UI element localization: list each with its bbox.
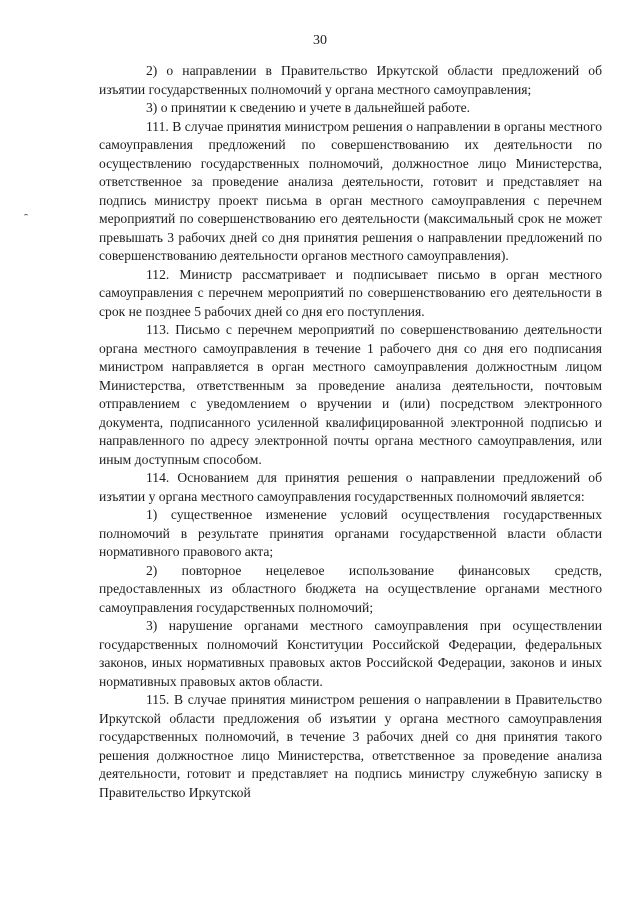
paragraph-114-item-3: 3) нарушение органами местного самоуправления при осуществлении государственных полномочий Конституции Российской Федерации, федеральных законов, иных нормативных правовых актов Российской Федерации, законов и иных нормативных правовых актов области.	[99, 618, 602, 689]
paragraph-115: 115. В случае принятия министром решения о направлении в Правительство Иркутской области предложения об изъятии у органа местного самоуправления государственных полномочий, в течение 3 рабочих дней со дня принятия такого решения должностное лицо Министерства, ответственное за проведение анализа деятельности, готовит и представляет на подпись министру служебную записку в Правительство Иркутской	[99, 692, 602, 800]
page-number: 30	[313, 33, 327, 48]
paragraph-114-item-2: 2) повторное нецелевое использование финансовых средств, предоставленных из областного бюджета на осуществление органами местного самоуправления государственных полномочий;	[99, 562, 602, 615]
paragraph-item-3-decision: 3) о принятии к сведению и учете в дальнейшей работе.	[146, 100, 471, 115]
paragraph-113: 113. Письмо с перечнем мероприятий по совершенствованию деятельности органа местного самоуправления в течение 1 рабочего дня со дня его подписания министром направляется в орган местного самоуправления должностным лицом Министерства, ответственным за проведение анализа деятельности, почтовым отправлением с уведомлением о вручении и (или) посредством электронного документа, подписанного усиленной квалифицированной электронной подписью и направленного по адресу электронной почты органа местного самоуправления, или иным доступным способом.	[99, 322, 602, 467]
paragraph-111: 111. В случае принятия министром решения о направлении в органы местного самоуправления предложений по совершенствованию их деятельности по осуществлению государственных полномочий, должностное лицо Министерства, ответственное за проведение анализа деятельности, готовит и представляет на подпись министру проект письма в орган местного самоуправления с перечнем мероприятий по совершенствованию его деятельности (максимальный срок не может превышать 3 рабочих дней со дня принятия решения о направлении предложений по совершенствованию деятельности органов местного самоуправления).	[99, 118, 602, 263]
paragraph-item-2-decision: 2) о направлении в Правительство Иркутской области предложений об изъятии государственных полномочий у органа местного самоуправления;	[99, 63, 602, 97]
margin-mark	[24, 214, 28, 218]
paragraph-114: 114. Основанием для принятия решения о направлении предложений об изъятии у органа местного самоуправления государственных полномочий является:	[99, 470, 602, 504]
paragraph-112: 112. Министр рассматривает и подписывает письмо в орган местного самоуправления с перечнем мероприятий по совершенствованию его деятельности в срок не позднее 5 рабочих дней со дня его поступления.	[99, 266, 602, 319]
paragraph-114-item-1: 1) существенное изменение условий осуществления государственных полномочий в результате принятия органами государственной власти области нормативного правового акта;	[99, 507, 602, 559]
document-body	[99, 62, 602, 802]
